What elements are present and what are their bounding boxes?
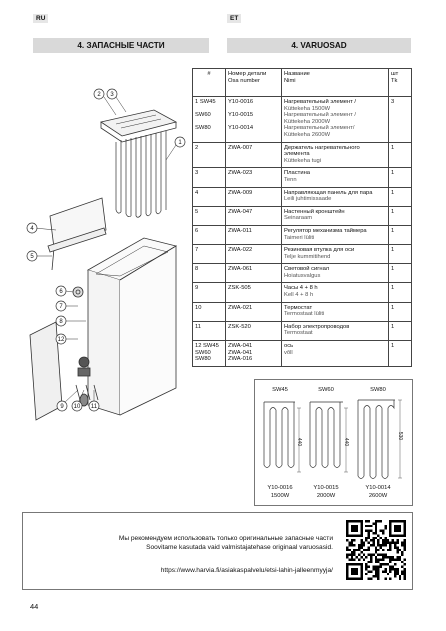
part-name-et: võll xyxy=(284,349,293,356)
table-row xyxy=(193,225,412,244)
cell-part-number: ZWA-041 ZWA-041 ZWA-016 xyxy=(226,341,282,367)
callout-3 xyxy=(107,89,117,99)
table-row xyxy=(193,168,412,187)
cell-part-number: ZSK-520 xyxy=(226,321,282,340)
exploded-parts-diagram xyxy=(26,70,201,425)
cell-quantity: 1 xyxy=(389,302,412,321)
cell-number: 7 xyxy=(193,245,226,264)
table-row xyxy=(193,341,412,367)
element-code-sw45: Y10-0016 xyxy=(267,485,293,491)
part-name-ru: Регулятор механизма таймера xyxy=(284,227,367,234)
callout-7 xyxy=(56,301,66,311)
callout-10 xyxy=(72,401,82,411)
table-row xyxy=(193,142,412,168)
heating-elements-figure xyxy=(254,379,413,506)
retailer-link[interactable]: https://www.harvia.fi/asiakaspalvelu/etsi-lahin-jalleenmyyja/ xyxy=(160,567,333,574)
header-number: # xyxy=(193,69,226,97)
cell-quantity: 1 xyxy=(389,283,412,302)
svg-text:9: 9 xyxy=(60,404,64,410)
dimension-sw80: 530 xyxy=(397,431,403,441)
callout-12 xyxy=(56,334,66,344)
part-name-et: Hoiatusvalgus xyxy=(284,272,321,279)
table-row xyxy=(193,264,412,283)
table-row xyxy=(193,283,412,302)
svg-text:7: 7 xyxy=(59,304,63,310)
part-name-et: Küttekeha 1500W Нагревательный элемент / Küttekeha 2000W Нагревательный элемент/ Küttekeha 2600W xyxy=(284,105,357,138)
svg-text:4: 4 xyxy=(30,226,34,232)
model-label-sw80: SW80 xyxy=(370,387,386,393)
svg-text:10: 10 xyxy=(73,404,81,410)
part-name-ru: Нагревательный элемент / xyxy=(284,99,357,105)
cell-quantity: 1 xyxy=(389,168,412,187)
callout-9 xyxy=(57,401,67,411)
cell-quantity: 1 xyxy=(389,321,412,340)
cell-number: 11 xyxy=(193,321,226,340)
part-name-ru: Настенный кронштейн xyxy=(284,208,345,215)
cell-quantity: 3 xyxy=(389,97,412,143)
heating-elements-drawing xyxy=(255,380,412,505)
cell-name xyxy=(282,302,389,321)
part-name-et: Seinaraam xyxy=(284,215,313,222)
part-name-ru: ось xyxy=(284,343,294,350)
table-row xyxy=(193,187,412,206)
cell-number: 2 xyxy=(193,142,226,168)
language-label-ru: RU xyxy=(33,14,48,23)
callout-1 xyxy=(175,137,185,147)
cell-name xyxy=(282,142,389,168)
svg-text:5: 5 xyxy=(30,254,34,260)
cell-quantity: 1 xyxy=(389,341,412,367)
table-row xyxy=(193,206,412,225)
svg-text:6: 6 xyxy=(59,289,63,295)
cell-name xyxy=(282,97,389,143)
model-label-sw45: SW45 xyxy=(272,387,288,393)
part-name-et: Küttekeha tugi xyxy=(284,157,322,164)
svg-text:11: 11 xyxy=(90,404,98,410)
element-code-sw80: Y10-0014 xyxy=(365,485,391,491)
cell-part-number: ZWA-007 xyxy=(226,142,282,168)
part-name-et: Leili juhtimissaade xyxy=(284,196,332,203)
cell-name xyxy=(282,206,389,225)
cell-number: 1 SW45 SW60 SW80 xyxy=(193,97,226,143)
cell-name xyxy=(282,187,389,206)
cell-part-number: ZWA-061 xyxy=(226,264,282,283)
callout-6 xyxy=(56,286,66,296)
dimension-sw60: 440 xyxy=(343,437,349,447)
notice-text-et: Soovitame kasutada vaid valmistajatehase originaal varuosasid. xyxy=(146,544,333,551)
cell-name xyxy=(282,245,389,264)
cell-part-number: ZWA-009 xyxy=(226,187,282,206)
part-name-ru: Пластина xyxy=(284,170,310,177)
cell-quantity: 1 xyxy=(389,206,412,225)
cell-part-number: ZSK-505 xyxy=(226,283,282,302)
cell-part-number: ZWA-047 xyxy=(226,206,282,225)
cell-name xyxy=(282,283,389,302)
dimension-sw45: 440 xyxy=(296,437,302,447)
callout-11 xyxy=(89,401,99,411)
cell-name xyxy=(282,168,389,187)
part-name-ru: Резиновая втулка для оси xyxy=(284,247,355,254)
spare-parts-table xyxy=(192,68,412,367)
cell-quantity: 1 xyxy=(389,264,412,283)
svg-text:8: 8 xyxy=(59,319,63,325)
svg-text:3: 3 xyxy=(110,92,114,98)
original-parts-notice xyxy=(22,512,413,590)
element-power-sw60: 2000W xyxy=(316,493,336,499)
part-name-ru: Световой сигнал xyxy=(284,266,330,273)
callout-5 xyxy=(27,251,37,261)
cell-quantity: 1 xyxy=(389,225,412,244)
table-row xyxy=(193,97,412,143)
cell-part-number: ZWA-022 xyxy=(226,245,282,264)
part-name-ru: Направляющая панель для пара xyxy=(284,189,373,196)
table-header-row xyxy=(193,69,412,97)
part-name-ru: Часы 4 + 8 h xyxy=(284,285,318,292)
part-name-et: Termostaat lüliti xyxy=(284,311,325,318)
notice-text-ru: Мы рекомендуем использовать только оригинальные запасные части xyxy=(118,535,333,542)
cell-number: 4 xyxy=(193,187,226,206)
cell-number: 9 xyxy=(193,283,226,302)
svg-text:2: 2 xyxy=(97,92,101,98)
table-row xyxy=(193,302,412,321)
part-name-et: Termostaat xyxy=(284,330,313,337)
cell-part-number: ZWA-023 xyxy=(226,168,282,187)
callout-4 xyxy=(27,223,37,233)
cell-number: 12 SW45 SW60 SW80 xyxy=(193,341,226,367)
header-quantity: шт Tk xyxy=(389,69,412,97)
cell-number: 8 xyxy=(193,264,226,283)
cell-part-number: Y10-0016 Y10-0015 Y10-0014 xyxy=(226,97,282,143)
part-name-ru: Набор электропроводов xyxy=(284,323,350,330)
callout-2 xyxy=(94,89,104,99)
header-name: Название Nimi xyxy=(282,69,389,97)
table-row xyxy=(193,245,412,264)
svg-text:12: 12 xyxy=(57,337,65,343)
language-label-et: ET xyxy=(227,14,241,23)
part-name-et: Kell 4 + 8 h xyxy=(284,292,314,299)
section-title-et: 4. VARUOSAD xyxy=(227,38,411,53)
section-title-ru: 4. ЗАПАСНЫЕ ЧАСТИ xyxy=(33,38,209,53)
cell-number: 6 xyxy=(193,225,226,244)
cell-name xyxy=(282,264,389,283)
element-power-sw45: 1500W xyxy=(270,493,290,499)
cell-quantity: 1 xyxy=(389,142,412,168)
callout-8 xyxy=(56,316,66,326)
part-name-ru: Держатель нагревательного элемента xyxy=(284,144,360,158)
cell-part-number: ZWA-011 xyxy=(226,225,282,244)
cell-name xyxy=(282,321,389,340)
svg-text:1: 1 xyxy=(178,140,182,146)
qr-code-icon[interactable] xyxy=(346,520,406,580)
cell-part-number: ZWA-021 xyxy=(226,302,282,321)
model-label-sw60: SW60 xyxy=(318,387,334,393)
cell-number: 5 xyxy=(193,206,226,225)
part-name-et: Tenn xyxy=(284,176,297,183)
element-code-sw60: Y10-0015 xyxy=(313,485,339,491)
part-name-et: Telje kummitihend xyxy=(284,253,331,260)
cell-quantity: 1 xyxy=(389,187,412,206)
table-row xyxy=(193,321,412,340)
cell-name xyxy=(282,341,389,367)
part-name-et: Taimeri lüliti xyxy=(284,234,315,241)
cell-quantity: 1 xyxy=(389,245,412,264)
cell-name xyxy=(282,225,389,244)
cell-number: 10 xyxy=(193,302,226,321)
element-power-sw80: 2600W xyxy=(368,493,388,499)
part-name-ru: Термостат xyxy=(284,304,313,311)
header-part-number: Номер детали Osa number xyxy=(226,69,282,97)
page-number: 44 xyxy=(30,602,39,611)
cell-number: 3 xyxy=(193,168,226,187)
